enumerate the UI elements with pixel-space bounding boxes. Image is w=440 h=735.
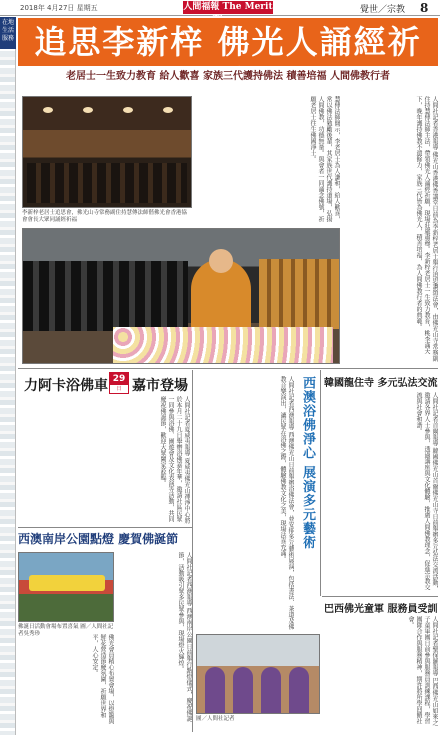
ceiling-light — [43, 107, 53, 113]
aloha-heading-2: 嘉市登場 — [132, 378, 188, 394]
article-text-middle: 慧傳法師開示，李老居士為人謙和，給人歡喜，常以佛法勉勵後輩，其家族世代護持道場，弘揚人間佛教，功德無量。與會者一同誦念佛號，祈願老居士往生佛國淨土。 — [309, 96, 340, 222]
monastics-group — [259, 259, 339, 329]
column-divider — [192, 370, 193, 732]
newspaper-logo: 人間福報 The Merit — [183, 2, 273, 12]
ceiling-light — [123, 107, 133, 113]
article-text-right: 人間社記者香港報導 佛光山香港佛香講堂日前為李新梓老居士舉行追思讚頌法會，由佛光山寺常務副住持慧傳法師主法，帶領佛光人誦經祈願，現場莊嚴肅穆。李新梓老居士一生致力教育，桃李滿天下，晚年護持佛教不遺餘力，家族三代皆為佛光人，積善培福，為人間佛教行者的典範。 — [415, 96, 438, 362]
issue-date: 2018年 4月27日 星期五 — [20, 4, 98, 12]
aloha-article-text: 人間社記者夏威夷報導 夏威夷佛光山禪淨中心將於本月二十九日舉辦浴佛嘉年華，邀請社區民眾一同參與浴佛、園遊會及文化表演等活動，共同慶祝佛誕節，歡迎大眾闔家蒞臨。 — [159, 396, 190, 524]
park-caption-text: 佛誕日活動會場布置喜氣 — [18, 624, 79, 630]
advertising-strip — [0, 17, 16, 735]
memorial-photo-caption: 李新梓老居士追思會，佛光山寺常務副住持慧傳法師偕佛光會香港協會會長大眾同誦經祈福 — [22, 210, 188, 223]
bathing-photo — [196, 634, 320, 714]
park-caption-credit: 圖／人間社記者吳秀珍 — [18, 624, 114, 637]
section-divider — [18, 527, 192, 528]
korea-heading: 韓國龍住寺 多元弘法交流 — [324, 378, 438, 389]
brazil-heading: 巴西佛光童軍 服務員受訓 — [324, 604, 438, 615]
headline-subtitle: 老居士一生致力教育 給人歡喜 家族三代護持佛法 積善培福 人間佛教行者 — [66, 71, 390, 82]
date-badge — [109, 372, 129, 394]
participant-figure — [205, 667, 225, 713]
ceiling-light — [83, 107, 93, 113]
bathing-article-text: 人間社記者西澳報導 西澳佛光山日前舉辦浴佛法會，並安排多元藝術展演，包括書法、茶道及佛教音樂演出，讓民眾在浴佛之際，體驗佛教文化之美，現場法喜充滿。 — [279, 376, 294, 630]
ceiling-light — [163, 107, 173, 113]
column-divider — [320, 370, 321, 596]
date-badge-word: 日 — [116, 386, 122, 392]
ceremony-photo — [22, 228, 340, 364]
bathing-vertical-heading: 西澳浴佛淨心 展演多元藝術 — [300, 376, 315, 550]
park-article-text-lower: 佛光會員精心布置會場，以燈籠與鮮花營造節慶氛圍，祈願世界和平，人心安定。 — [91, 634, 114, 724]
section-divider — [322, 596, 438, 597]
section-divider — [18, 368, 438, 369]
page-number: 8 — [420, 1, 429, 15]
park-article-text: 人間社記者西澳報導 西澳南岸公園日前舉行點燈儀式，慶祝佛誕節，活動吸引眾多民眾參與，現場燈火輝煌。 — [177, 552, 192, 722]
participant-figure — [261, 667, 281, 713]
chanting-crowd — [23, 261, 188, 331]
aloha-heading-1: 力阿卡浴佛車 — [24, 378, 108, 394]
korea-article-text: 人間社記者首爾報導 韓國佛光山首爾佛光山寺日前舉辦多元弘法交流活動，邀請各界人士參與，透過講座與文化體驗，推廣人間佛教理念，促進宗教交流與社會和諧。 — [415, 392, 438, 592]
monk-head — [209, 249, 233, 273]
headline-title: 追思李新梓 佛光人誦經祈願 — [34, 23, 422, 101]
park-photo — [18, 552, 114, 622]
participant-figure — [289, 667, 309, 713]
section-name: 覺世／宗教 — [360, 5, 406, 15]
memorial-photo — [22, 96, 192, 208]
participant-figure — [233, 667, 253, 713]
brazil-article-text: 人間社記者聖保羅報導 巴西佛光山如來之子童軍團日前參與服務員訓練課程，學習團隊合作與服務精神，期許將所學回饋社會。 — [407, 616, 438, 726]
festival-sign — [29, 575, 105, 591]
park-heading: 西澳南岸公園點燈 慶賀佛誕節 — [18, 532, 179, 546]
flower-offerings — [113, 327, 333, 363]
congregation — [27, 163, 187, 203]
masthead — [0, 0, 440, 16]
bathing-photo-caption: 圖／人間社記者 — [196, 716, 235, 722]
date-badge-number: 29 — [110, 373, 128, 385]
ad-strip-header: 在地 生活 服務 — [0, 17, 16, 49]
